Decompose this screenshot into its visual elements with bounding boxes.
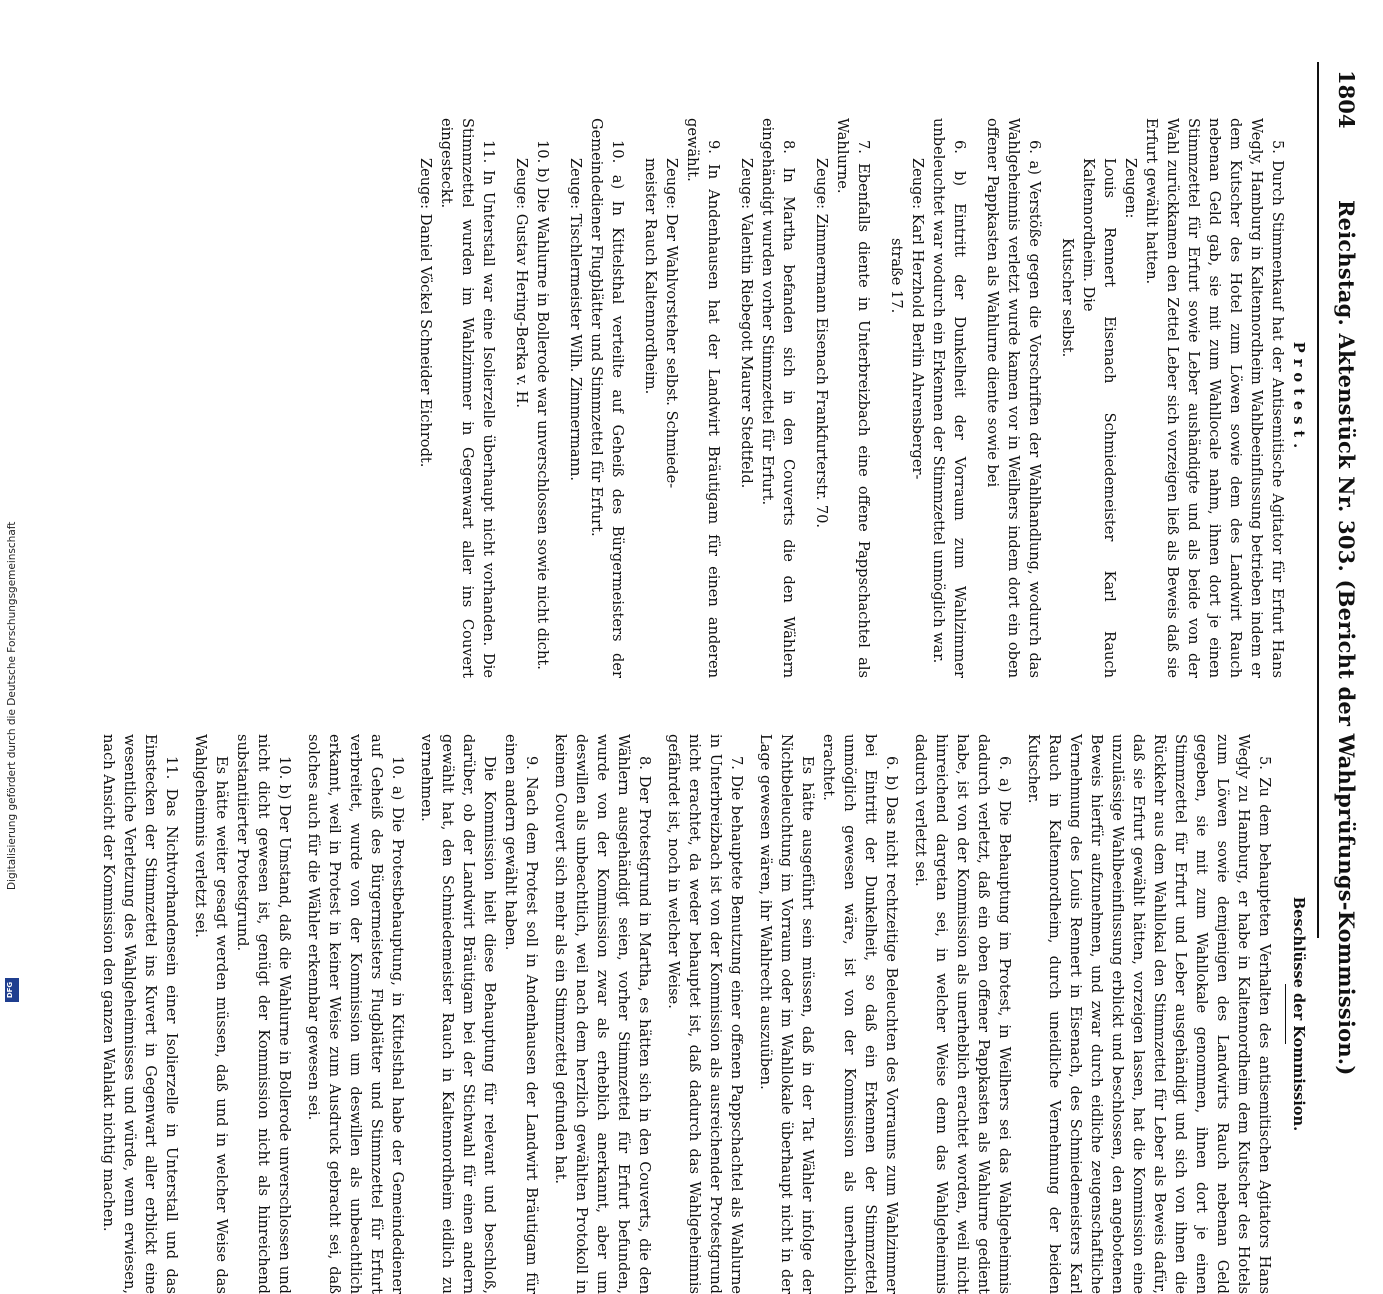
commission-paragraph: 10. b) Der Umstand, daß die Wahlurne in Bollerode unverschlossen und nicht dicht gewesen ist, genügt der Kommission nicht als hinreichend substantiierter Protestgrund.	[234, 734, 293, 1294]
witness-line: Zeuge: Karl Herzhold Berlin Ahrensberger-	[909, 158, 926, 480]
protest-paragraph: 5. Durch Stimmenkauf hat der Antisemitische Agitator für Erfurt Hans Wegly, Hamburg in Kaltennordheim Wahlbeeinflussung betrieben indem er dem Kutscher des Hotel zum Löwen sowie dem des Landwirt Rauch nebenan Geld gab, sie mit zum Wahllocale nahm, ihnen dort je einen Stimmzettel für Erfurt sowie Leber aushändigte und als beide von der Wahl zurückkamen den Zettel Leber sich vorzeigen ließ als Beweis daß sie Erfurt gewählt hatten.	[1143, 118, 1286, 678]
protest-paragraph: 6. b) Eintritt der Dunkelheit der Vorraum zum Wahlzimmer unbeleuchtet war wodurch ein Erkennen der Stimmzettel unmöglich war.	[930, 118, 968, 678]
protest-item-6a	[982, 118, 1045, 678]
witness-line: Kutscher selbst.	[1059, 238, 1076, 358]
protest-item-10b	[511, 118, 553, 678]
protest-item-8	[736, 118, 799, 678]
witness-line: Zeuge: Gustav Hering-Berka v. H.	[513, 158, 530, 409]
witness-line: Zeuge: Daniel Vöckel Schneider Eichrodt.	[417, 158, 434, 468]
protest-paragraph: 10. a) In Kittelsthal verteilte auf Geheiß des Bürgermeisters der Gemeindediener Flugblätter und Stimmzettel für Erfurt.	[588, 118, 626, 678]
page-title: Reichstag. Aktenstück Nr. 303. (Bericht der Wahlprüfungs-Kommission.)	[1334, 200, 1359, 1076]
protest-item-7	[811, 118, 874, 678]
commission-paragraph: 6. a) Die Behauptung im Protest, in Weilhers sei das Wahlgeheimnis dadurch verletzt, daß ein oben offener Pappkasten als Wahlurne gedient habe, ist von der Kommission als unerheblich erachtet worden, weil nicht hinreichend dargetan sei, in welcher Weise denn das Wahlgeheimnis dadurch verletzt sei.	[912, 734, 1013, 1294]
protest-paragraph: 9. In Andenhausen hat der Landwirt Bräutigam für einen anderen gewählt.	[684, 118, 722, 678]
protest-column	[403, 118, 1309, 678]
protest-item-5	[1057, 118, 1288, 678]
witness-line: Zeuge: Tischlermeister Wilh. Zimmermann.	[567, 158, 584, 482]
witness-line: Louis Rennert Eisenach Schmiedemeister Karl Rauch Kaltennordheim. Die	[1080, 158, 1118, 678]
protest-paragraph: 7. Ebenfalls diente in Unterbreizbach eine offene Pappschachtel als Wahlurne.	[834, 118, 872, 678]
commission-paragraph: Die Kommission hielt diese Behauptung für relevant und beschloß, darüber, ob der Landwirt Bräutigam bei der Stichwahl für einen andern gewählt hat, den Schmiedemeister Rauch in Kaltennordheim eidlich zu vernehmen.	[418, 734, 498, 1294]
commission-paragraph: 6. b) Das nicht rechtzeitige Beleuchten des Vorraums zum Wahlzimmer bei Eintritt der Dunkelheit, so daß ein Erkennen der Stimmzettel unmöglich gewesen wäre, ist von der Kommission als unerheblich erachtet.	[820, 734, 900, 1294]
witness-line: Zeuge: Der Wahlvorsteher selbst. Schmiede-	[663, 158, 680, 489]
digitization-note: Digitalisierung gefördert durch die Deutsche Forschungsgemeinschaft	[6, 521, 18, 890]
commission-column	[90, 734, 1309, 1294]
commission-paragraph: 9. Nach dem Protest soll in Andenhausen der Landwirt Bräutigam für einen andern gewählt haben.	[502, 734, 540, 1294]
witness-label: Zeugen:	[1122, 158, 1139, 219]
header-rule	[1317, 62, 1319, 938]
digitization-footer	[2, 10, 22, 999]
commission-paragraph: 7. Die behauptete Benutzung einer offenen Pappschachtel als Wahlurne in Unterbreizbach ist von der Kommission als ausreichender Protestgrund nicht erachtet, da weder behauptet ist, daß dadurch das Wahlgeheimnis gefährdet ist, noch in welcher Weise.	[665, 734, 745, 1294]
page-number: 1804	[1334, 70, 1359, 129]
heading-divider	[1285, 984, 1286, 1044]
protest-paragraph: 8. In Martha befanden sich in den Couverts die den Wählern eingehändigt wurden vorher Stimmzettel für Erfurt.	[759, 118, 797, 678]
commission-paragraph: 11. Das Nichtvorhandensein einer Isolierzelle in Unterstall und das Einstecken der Stimmzettel ins Kuvert in Gegenwart aller erblickt eine wesentliche Verletzung des Wahlgeheimnisses und würde, wenn erwiesen, nach Ansicht der Kommission den ganzen Wahlakt nichtig machen.	[100, 734, 180, 1294]
commission-paragraph: Es hätte ausgeführt sein müssen, daß in der Tat Wähler infolge der Nichtbeleuchtung im Vorraum oder im Wahllokale überhaupt nicht in der Lage gewesen wären, ihr Wahlrecht auszuüben.	[757, 734, 816, 1294]
commission-paragraph: 10. a) Die Protestbehauptung, in Kittelsthal habe der Gemeindediener auf Geheiß des Bürgermeisters Flugblätter und Stimmzettel für Erfurt verbreitet, wurde von der Kommission um deswillen als unbeachtlich erkannt, weil in Protest in keiner Weise zum Ausdruck gebracht sei, daß solches auch für die Wähler erkennbar gewesen sei.	[305, 734, 406, 1294]
commission-paragraph: Es hätte weiter gesagt werden müssen, daß und in welcher Weise das Wahlgeheimnis verletzt sei.	[192, 734, 230, 1294]
dfg-logo	[5, 978, 19, 1002]
commission-heading: Beschlüsse der Kommission.	[1290, 896, 1307, 1132]
commission-paragraph: 8. Der Protestgrund in Martha, es hätten sich in den Couverts, die den Wählern ausgehändigt seien, vorher Stimmzettel für Erfurt befunden, wurde von der Kommission zwar als erheblich anerkannt, aber um deswillen als unbeachtlich, weil nach dem herzlich gewählten Protokoll in keinem Couvert sich mehr als ein Stimmzettel gefunden hat.	[552, 734, 653, 1294]
protest-paragraph: 6. a) Verstöße gegen die Vorschriften der Wahlhandlung, wodurch das Wahlgeheimnis verletzt wurde kamen vor in Weilhers indem dort ein oben offener Pappkasten als Wahlurne diente sowie bei	[984, 118, 1043, 678]
protest-item-10a	[565, 118, 628, 678]
witness-line: straße 17.	[888, 238, 905, 314]
witness-line: Zeuge: Valentin Riebegott Maurer Stedtfeld.	[738, 158, 755, 489]
page-header	[1323, 70, 1359, 1076]
witness-line: Zeuge: Zimmermann Eisenach Frankfurterstr. 70.	[813, 158, 830, 529]
dfg-logo-text: DFG	[6, 981, 15, 999]
protest-paragraph: 10. b) Die Wahlurne in Bollerode war unverschlossen sowie nicht dicht.	[534, 140, 551, 670]
protest-heading: Protest.	[1290, 341, 1307, 455]
protest-item-11	[415, 118, 499, 678]
protest-paragraph: 11. In Unterstall war eine Isolierzelle überhaupt nicht vorhanden. Die Stimmzettel wurden im Wahlzimmer in Gegenwart aller ins Couvert eingesteckt.	[438, 118, 497, 678]
protest-item-9	[640, 118, 724, 678]
commission-paragraph: 5. Zu dem behaupteten Verhalten des antisemitischen Agitators Hans Wegly zu Hamburg, er habe in Kaltennordheim dem Kutscher des Hotels zum Löwen sowie demjenigen des Landwirts Rauch nebenan Geld gegeben, sie mit zum Wahllokale genommen, ihnen dort je einen Stimmzettel für Erfurt und Leber ausgehändigt und sich von ihnen die Rückkehr aus dem Wahllokal den Stimmzettel für Leber als Beweis dafür, daß sie Erfurt gewählt hätten, vorzeigen lassen, hat die Kommission eine unzulässige Wahlbeeinflussung erblickt und beschlossen, den angebotenen Beweis hierfür aufzunehmen, und zwar durch eidliche zeugenschaftliche Vernehmung des Louis Rennert in Eisenach, des Schmiedemeisters Karl Rauch in Kaltennordheim, durch uneidliche Vernehmung der beiden Kutscher.	[1025, 734, 1273, 1294]
witness-line: meister Rauch Kaltennordheim.	[642, 158, 659, 395]
protest-item-6b	[886, 118, 970, 678]
